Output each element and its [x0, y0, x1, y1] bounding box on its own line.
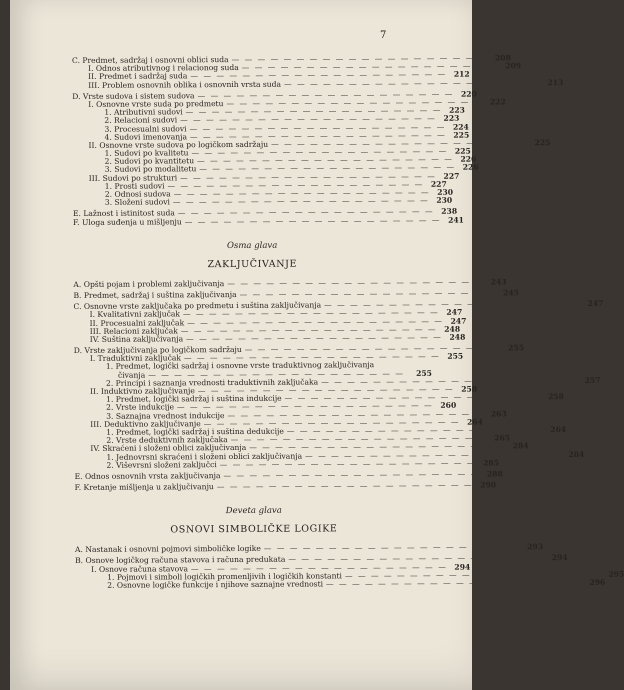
toc-entry-label: II. Procesualni zaključak — [89, 317, 185, 328]
dot-leader: — — — — — — — — — — — — — — — — — — — — — [189, 122, 446, 133]
toc-entry-page: 212 — [453, 69, 470, 80]
toc-entry-page: 293 — [527, 542, 544, 552]
toc-entry-label: II. Predmet i sadržaj suda — [88, 71, 188, 82]
toc-entry-page: 295 — [608, 569, 624, 579]
toc-entry-page: 247 — [587, 298, 604, 308]
toc-entry-label: F. Kretanje mišljenja u zaključivanju — [74, 482, 214, 493]
toc-entry-page: 230 — [436, 195, 453, 205]
toc-entry-page: 208 — [494, 53, 511, 63]
dot-leader: — — — — — — — — — — — — — — — — — — — — — [182, 308, 440, 319]
toc-entry-label: 3. Saznajna vrednost indukcije — [106, 410, 225, 421]
toc-entry-page: 222 — [489, 97, 506, 107]
toc-entry-label: I. Odnos atributivnog i relacionog suda — [88, 63, 239, 74]
toc-entry-page: 209 — [505, 61, 522, 71]
dot-leader: — — — — — — — — — — — — — — — — — — — — — [172, 196, 430, 207]
toc-entry-page: 247 — [450, 316, 467, 326]
toc-entry-page: 288 — [486, 469, 503, 479]
dot-leader: — — — — — — — — — — — — — — — — — — — — — [321, 375, 578, 387]
toc-entry-label: 2. Principi i saznanja vrednosti traduktivnih zaključaka — [105, 377, 319, 388]
toc-entry-page: 260 — [440, 401, 457, 411]
toc-entry-label: 1. Jednovrsni skraćeni i složeni oblici zaključivanja — [106, 451, 303, 462]
toc-entry-label: I. Osnove računa stavova — [91, 563, 189, 574]
toc-entry-page: 223 — [443, 113, 460, 124]
table-of-contents — [71, 53, 624, 590]
toc-entry-label: 1. Predmet, logički sadržaj i suština indukcije — [106, 393, 282, 404]
toc-entry-page: 225 — [454, 146, 471, 156]
toc-entry-page: 226 — [460, 154, 477, 164]
toc-entry-label: III. Sudovi po strukturi — [88, 172, 178, 183]
toc-entry-page: 243 — [490, 277, 507, 287]
toc-entry-label: 3. Sudovi po modalitetu — [104, 164, 197, 175]
toc-entry-page: 223 — [449, 105, 465, 115]
toc-entry-label: D. Vrste sudova i sistem sudova — [72, 91, 195, 101]
dot-leader: — — — — — — — — — — — — — — — — — — — — — [263, 542, 521, 554]
toc-entry-label: B. Osnove logičkog računa stavova i računa predukata — [75, 555, 286, 566]
dot-leader: — — — — — — — — — — — — — — — — — — — — — [180, 114, 437, 125]
toc-entry-label: 1. Predmet, logički sadržaj i osnovne vrste traduktivnog zaključivanja — [105, 360, 375, 372]
dot-leader: — — — — — — — — — — — — — — — — — — — — — [226, 97, 483, 108]
dot-leader: — — — — — — — — — — — — — — — — — — — — — [148, 368, 405, 380]
dot-leader: — — — — — — — — — — — — — — — — — — — — — [184, 215, 441, 226]
dot-leader: — — — — — — — — — — — — — — — — — — — — — [223, 469, 480, 480]
toc-section-inference — [73, 277, 604, 493]
toc-entry-page: 245 — [503, 288, 519, 298]
toc-entry-label: 2. Vrste deduktivnih zaključaka — [106, 435, 228, 445]
toc-entry-page: 265 — [494, 433, 511, 443]
toc-entry-label: 3. Procesualni sudovi — [104, 123, 187, 134]
toc-entry-label: IV. Skraćeni i složeni oblici zaključivanja — [90, 443, 247, 454]
dot-leader: — — — — — — — — — — — — — — — — — — — — — [231, 53, 488, 65]
toc-entry-page: 227 — [430, 179, 447, 189]
dot-leader: — — — — — — — — — — — — — — — — — — — — — [183, 352, 441, 363]
toc-entry-label: 1. Predmet, logički sadržaj i suština dedukcije — [106, 426, 284, 437]
dot-leader: — — — — — — — — — — — — — — — — — — — — — [173, 187, 431, 199]
toc-entry-page: 226 — [462, 162, 479, 173]
toc-entry — [72, 215, 464, 227]
dot-leader: — — — — — — — — — — — — — — — — — — — — — [197, 89, 454, 100]
dot-leader: — — — — — — — — — — — — — — — — — — — — — [241, 61, 499, 73]
dot-leader: — — — — — — — — — — — — — — — — — — — — — [324, 299, 581, 310]
dot-leader: — — — — — — — — — — — — — — — — — — — — — [219, 458, 477, 469]
toc-entry-label: II. Osnovne vrste sudova po logičkom sadržaju — [88, 139, 269, 150]
dot-leader: — — — — — — — — — — — — — — — — — — — — — [186, 332, 443, 344]
dot-leader: — — — — — — — — — — — — — — — — — — — — — [189, 130, 447, 141]
chapter-title: OSNOVI SIMBOLIČKE LOGIKE — [170, 523, 338, 536]
chapter-title: ZAKLJUČIVANJE — [207, 258, 298, 270]
toc-entry — [73, 195, 453, 207]
dot-leader: — — — — — — — — — — — — — — — — — — — — — [190, 70, 447, 81]
toc-entry-page: 264 — [467, 417, 483, 427]
toc-entry-label: D. Vrste zaključivanja po logičkom sadržaju — [73, 345, 242, 356]
dot-leader: — — — — — — — — — — — — — — — — — — — — — [286, 425, 544, 436]
dot-leader: — — — — — — — — — — — — — — — — — — — — — [203, 417, 460, 428]
toc-entry-label: 2. Viševrsni složeni zaključci — [106, 459, 217, 470]
toc-entry — [74, 469, 503, 481]
toc-entry-label: C. Predmet, sadržaj i osnovni oblici suda — [71, 55, 229, 65]
toc-entry-label: 1. Sudovi po kvalitetu — [104, 148, 189, 158]
dot-leader: — — — — — — — — — — — — — — — — — — — — — [180, 324, 438, 336]
toc-entry-page: 220 — [460, 89, 477, 99]
dot-leader: — — — — — — — — — — — — — — — — — — — — — [227, 409, 484, 420]
toc-entry-page: 257 — [584, 375, 601, 385]
toc-entry-page: 213 — [547, 77, 564, 87]
dot-leader: — — — — — — — — — — — — — — — — — — — — — [227, 277, 484, 288]
book-page — [10, 0, 624, 690]
toc-entry-page: 227 — [443, 171, 460, 181]
dot-leader: — — — — — — — — — — — — — — — — — — — — — [187, 316, 444, 327]
toc-entry — [74, 480, 497, 493]
dot-leader: — — — — — — — — — — — — — — — — — — — — — [239, 288, 496, 299]
toc-entry-page: 264 — [550, 424, 567, 435]
toc-entry-page: 247 — [446, 307, 463, 318]
chapter-label: Osma glava — [226, 240, 278, 251]
toc-entry-page: 284 — [512, 441, 529, 451]
toc-entry-page: 294 — [454, 562, 471, 572]
toc-section-judgments — [71, 53, 564, 227]
chapter-label: Deveta glava — [225, 505, 282, 517]
dot-leader: — — — — — — — — — — — — — — — — — — — — — [288, 553, 545, 565]
toc-entry-page: 258 — [548, 392, 564, 402]
dot-leader: — — — — — — — — — — — — — — — — — — — — — [167, 179, 424, 191]
toc-entry-label: 1. Prosti sudovi — [104, 181, 165, 191]
toc-entry — [73, 277, 507, 289]
toc-entry-page: 255 — [416, 368, 432, 378]
dot-leader: — — — — — — — — — — — — — — — — — — — — — [249, 441, 506, 453]
toc-entry-label: 2. Sudovi po kvantitetu — [104, 156, 195, 167]
toc-entry-label: A. Nastanak i osnovni pojmovi simboličke logike — [74, 544, 261, 555]
dot-leader: — — — — — — — — — — — — — — — — — — — — — [191, 146, 448, 158]
toc-section-symbolic-logic — [74, 542, 624, 590]
dot-leader: — — — — — — — — — — — — — — — — — — — — — [284, 392, 541, 403]
toc-entry-page: 285 — [483, 458, 500, 468]
toc-entry-page: 255 — [508, 343, 525, 353]
toc-entry-page: 294 — [551, 553, 568, 563]
dot-leader: — — — — — — — — — — — — — — — — — — — — — [271, 138, 528, 149]
toc-entry-page: 258 — [461, 384, 478, 394]
dot-leader: — — — — — — — — — — — — — — — — — — — — — [305, 449, 562, 461]
toc-entry-label: I. Traduktivni zaključak — [89, 353, 181, 364]
toc-entry-page: 263 — [490, 408, 507, 419]
toc-entry-page: 241 — [448, 215, 464, 225]
toc-entry-label: 2. Odnosi sudova — [104, 189, 171, 199]
dot-leader: — — — — — — — — — — — — — — — — — — — — — [177, 207, 435, 218]
toc-entry-page: 230 — [437, 187, 454, 197]
toc-entry-label: 2. Vrste indukcije — [106, 402, 175, 413]
toc-entry-label: III. Deduktivno zaključivanje — [90, 418, 201, 429]
toc-entry-page: 225 — [453, 130, 470, 140]
dot-leader: — — — — — — — — — — — — — — — — — — — — — [244, 343, 502, 355]
dot-leader: — — — — — — — — — — — — — — — — — — — — — [197, 384, 455, 396]
dot-leader: — — — — — — — — — — — — — — — — — — — — — [230, 433, 488, 445]
toc-entry-label: A. Opšti pojam i problemi zaključivanja — [73, 278, 225, 289]
toc-entry-label: E. Lažnost i istinitost suda — [72, 208, 175, 219]
dot-leader: — — — — — — — — — — — — — — — — — — — — — [216, 480, 474, 492]
dot-leader: — — — — — — — — — — — — — — — — — — — — — [176, 401, 434, 412]
page-number: 7 — [380, 30, 387, 41]
dot-leader: — — — — — — — — — — — — — — — — — — — — — [326, 577, 583, 589]
toc-entry-label: 3. Složeni sudovi — [104, 197, 170, 207]
toc-entry-label: 4. Sudovi imenovanja — [104, 131, 188, 142]
toc-entry-label: B. Predmet, sadržaj i suština zaključivanja — [73, 289, 237, 300]
toc-entry-label: 1. Atributivni sudovi — [104, 107, 183, 117]
toc-entry-page: 238 — [441, 207, 458, 217]
toc-entry-page: 255 — [447, 351, 464, 361]
toc-entry — [74, 458, 500, 470]
dot-leader: — — — — — — — — — — — — — — — — — — — — — [284, 77, 541, 89]
toc-entry-label: 2. Osnovne logičke funkcije i njihove saznajne vrednosti — [107, 579, 324, 590]
toc-entry — [73, 288, 519, 300]
toc-entry — [72, 77, 564, 90]
toc-entry-page: 248 — [444, 324, 461, 334]
toc-entry-label: II. Induktivno zaključivanje — [90, 386, 195, 396]
dot-leader: — — — — — — — — — — — — — — — — — — — — — [191, 562, 448, 573]
dot-leader: — — — — — — — — — — — — — — — — — — — — — [185, 105, 442, 117]
dot-leader: — — — — — — — — — — — — — — — — — — — — — [199, 163, 456, 174]
toc-entry-page: 296 — [589, 577, 606, 587]
toc-entry-page: 224 — [452, 122, 469, 132]
dot-leader: — — — — — — — — — — — — — — — — — — — — — [180, 171, 437, 182]
toc-entry — [74, 542, 544, 555]
toc-entry-page: 225 — [534, 137, 551, 148]
toc-entry-label: IV. Suština zaključivanja — [89, 334, 184, 344]
toc-entry-label: F. Uloga suđenja u mišljenju — [72, 216, 182, 227]
toc-entry-label: I. Kvalitativni zaključak — [89, 309, 181, 320]
toc-entry-page: 248 — [449, 332, 466, 342]
toc-entry-label: 2. Relacioni sudovi — [104, 115, 178, 126]
dot-leader: — — — — — — — — — — — — — — — — — — — — — [197, 154, 454, 166]
toc-entry — [74, 332, 466, 344]
toc-entry — [75, 577, 606, 590]
dot-leader: — — — — — — — — — — — — — — — — — — — — — [344, 569, 602, 581]
toc-entry-label: 1. Pojmovi i simboli logičkih promenljivih i logičkih konstanti — [107, 571, 342, 582]
toc-entry-label: III. Problem osnovnih oblika i osnovnih vrsta suda — [88, 79, 282, 90]
toc-entry-label-continuation: čivanja — [117, 370, 146, 380]
toc-entry-label: E. Odnos osnovnih vrsta zaključivanja — [74, 470, 221, 481]
toc-entry-page: 290 — [480, 480, 497, 490]
toc-entry-label: I. Osnovne vrste suda po predmetu — [88, 99, 224, 109]
toc-entry-label: C. Osnovne vrste zaključaka po predmetu i suština zaključivanja — [73, 300, 322, 312]
toc-entry-label: III. Relacioni zaključak — [89, 326, 178, 336]
toc-entry-page: 284 — [568, 449, 585, 459]
